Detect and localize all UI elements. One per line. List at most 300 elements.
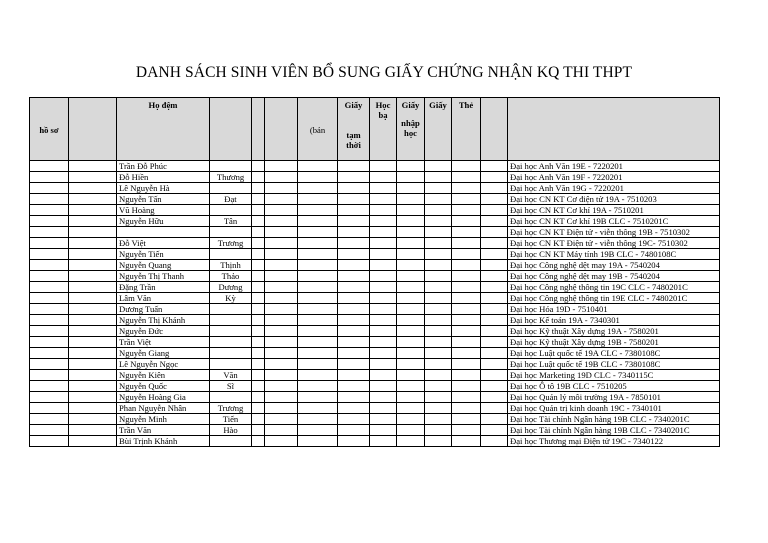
cell-empty: [425, 282, 452, 293]
cell-empty: [265, 205, 298, 216]
cell-empty: [397, 403, 425, 414]
cell-empty: [69, 183, 117, 194]
cell-empty: [481, 414, 508, 425]
cell-empty: [425, 315, 452, 326]
cell-empty: [298, 326, 338, 337]
cell-ten: Tiến: [210, 414, 252, 425]
cell-empty: [69, 359, 117, 370]
cell-empty: [481, 304, 508, 315]
cell-empty: [397, 326, 425, 337]
cell-lop: Đại học Quản trị kinh doanh 19C - 7340101: [508, 403, 720, 414]
cell-empty: [265, 183, 298, 194]
cell-empty: [338, 381, 370, 392]
cell-ten: Hào: [210, 425, 252, 436]
cell-empty: [69, 425, 117, 436]
cell-empty: [265, 238, 298, 249]
cell-empty: [30, 436, 69, 447]
cell-empty: [370, 337, 397, 348]
cell-empty: [298, 216, 338, 227]
cell-empty: [338, 238, 370, 249]
cell-empty: [370, 370, 397, 381]
cell-empty: [252, 172, 265, 183]
cell-empty: [370, 172, 397, 183]
cell-ten: [210, 326, 252, 337]
document-title: DANH SÁCH SINH VIÊN BỔ SUNG GIẤY CHỨNG NHẬN KQ THI THPT: [135, 64, 633, 81]
cell-empty: [252, 381, 265, 392]
cell-lop: Đại học CN KT Cơ điện tử 19A - 7510203: [508, 194, 720, 205]
cell-empty: [481, 194, 508, 205]
cell-empty: [69, 194, 117, 205]
cell-empty: [69, 161, 117, 172]
cell-empty: [265, 392, 298, 403]
header-col4: [210, 98, 252, 161]
cell-empty: [452, 249, 481, 260]
table-row: [30, 216, 720, 227]
cell-empty: [452, 161, 481, 172]
cell-empty: [265, 216, 298, 227]
cell-empty: [252, 183, 265, 194]
cell-empty: [252, 348, 265, 359]
cell-lop: Đại học Anh Văn 19F - 7220201: [508, 172, 720, 183]
table-header: [30, 98, 720, 161]
cell-empty: [30, 282, 69, 293]
cell-empty: [69, 172, 117, 183]
cell-ten: Dương: [210, 282, 252, 293]
header-the-label: Thẻ: [458, 100, 474, 110]
cell-empty: [30, 216, 69, 227]
cell-empty: [397, 436, 425, 447]
cell-empty: [298, 392, 338, 403]
header-ho-dem-label: Họ đệm: [148, 100, 178, 110]
header-hoc-ba-label: Học bạ: [375, 100, 391, 120]
cell-empty: [370, 326, 397, 337]
cell-empty: [69, 348, 117, 359]
cell-ho-dem: Phan Nguyễn Nhân: [117, 403, 210, 414]
cell-ho-dem: Nguyễn Giang: [117, 348, 210, 359]
cell-empty: [30, 326, 69, 337]
cell-empty: [481, 282, 508, 293]
cell-empty: [30, 403, 69, 414]
cell-empty: [338, 403, 370, 414]
cell-empty: [425, 392, 452, 403]
cell-empty: [370, 359, 397, 370]
cell-empty: [338, 205, 370, 216]
cell-empty: [298, 315, 338, 326]
cell-empty: [298, 359, 338, 370]
table-row: [30, 260, 720, 271]
cell-lop: Đại học CN KT Máy tính 19B CLC - 7480108C: [508, 249, 720, 260]
cell-empty: [481, 315, 508, 326]
cell-empty: [452, 370, 481, 381]
header-giay-label: Giấy: [344, 100, 363, 110]
cell-lop: Đại học Anh Văn 19G - 7220201: [508, 183, 720, 194]
cell-empty: [30, 249, 69, 260]
cell-empty: [252, 315, 265, 326]
cell-empty: [425, 337, 452, 348]
cell-empty: [298, 304, 338, 315]
cell-ho-dem: Nguyễn Tấn: [117, 194, 210, 205]
cell-empty: [397, 216, 425, 227]
cell-lop: Đại học Kế toán 19A - 7340301: [508, 315, 720, 326]
cell-empty: [252, 227, 265, 238]
cell-ho-dem: Bùi Trịnh Khánh: [117, 436, 210, 447]
cell-empty: [425, 414, 452, 425]
cell-empty: [452, 238, 481, 249]
cell-empty: [265, 414, 298, 425]
cell-empty: [252, 414, 265, 425]
cell-ten: Sĩ: [210, 381, 252, 392]
cell-empty: [69, 282, 117, 293]
cell-empty: [338, 260, 370, 271]
cell-empty: [370, 161, 397, 172]
table-row: [30, 238, 720, 249]
cell-empty: [452, 359, 481, 370]
cell-empty: [30, 315, 69, 326]
cell-empty: [252, 205, 265, 216]
cell-empty: [425, 172, 452, 183]
cell-empty: [338, 326, 370, 337]
header-ho-so: [30, 98, 69, 161]
cell-empty: [452, 216, 481, 227]
cell-ho-dem: Trần Việt: [117, 337, 210, 348]
cell-empty: [397, 337, 425, 348]
cell-empty: [452, 260, 481, 271]
cell-empty: [397, 392, 425, 403]
cell-ho-dem: Nguyễn Kiên: [117, 370, 210, 381]
cell-empty: [30, 238, 69, 249]
cell-empty: [452, 293, 481, 304]
cell-empty: [370, 271, 397, 282]
cell-empty: [452, 348, 481, 359]
cell-empty: [30, 425, 69, 436]
table-row: [30, 315, 720, 326]
cell-empty: [298, 425, 338, 436]
cell-empty: [298, 337, 338, 348]
cell-empty: [370, 304, 397, 315]
cell-empty: [370, 227, 397, 238]
cell-empty: [265, 359, 298, 370]
cell-empty: [298, 403, 338, 414]
cell-empty: [252, 238, 265, 249]
cell-empty: [298, 205, 338, 216]
cell-lop: Đại học Kỹ thuật Xây dựng 19A - 7580201: [508, 326, 720, 337]
table-row: [30, 161, 720, 172]
cell-empty: [397, 172, 425, 183]
cell-ho-dem: Vũ Hoàng: [117, 205, 210, 216]
cell-empty: [425, 183, 452, 194]
cell-empty: [370, 238, 397, 249]
cell-empty: [30, 304, 69, 315]
cell-empty: [370, 216, 397, 227]
cell-empty: [298, 238, 338, 249]
cell-empty: [397, 315, 425, 326]
cell-empty: [481, 337, 508, 348]
cell-ten: Thương: [210, 172, 252, 183]
header-giay3: [425, 98, 452, 161]
header-nhap-hoc-label: nhập học: [401, 118, 420, 138]
table-row: [30, 304, 720, 315]
cell-empty: [397, 249, 425, 260]
header-ban: [298, 98, 338, 161]
cell-ten: [210, 315, 252, 326]
cell-ten: [210, 337, 252, 348]
cell-empty: [370, 425, 397, 436]
header-col14: [508, 98, 720, 161]
cell-empty: [425, 436, 452, 447]
cell-empty: [69, 381, 117, 392]
cell-empty: [425, 260, 452, 271]
cell-empty: [397, 183, 425, 194]
cell-empty: [397, 271, 425, 282]
cell-empty: [452, 425, 481, 436]
table-row: [30, 293, 720, 304]
cell-empty: [370, 315, 397, 326]
cell-empty: [481, 436, 508, 447]
cell-ten: Đạt: [210, 194, 252, 205]
table-body: [30, 161, 720, 447]
cell-empty: [425, 304, 452, 315]
cell-empty: [338, 293, 370, 304]
cell-empty: [69, 326, 117, 337]
cell-ho-dem: Dương Tuấn: [117, 304, 210, 315]
cell-empty: [265, 403, 298, 414]
cell-lop: Đại học Ô tô 19B CLC - 7510205: [508, 381, 720, 392]
cell-empty: [425, 359, 452, 370]
cell-empty: [425, 238, 452, 249]
cell-ten: Thịnh: [210, 260, 252, 271]
cell-empty: [252, 359, 265, 370]
table-row: [30, 436, 720, 447]
cell-empty: [425, 293, 452, 304]
cell-empty: [338, 172, 370, 183]
cell-empty: [338, 304, 370, 315]
cell-empty: [481, 183, 508, 194]
cell-empty: [481, 260, 508, 271]
cell-ho-dem: Nguyễn Đức: [117, 326, 210, 337]
cell-empty: [481, 326, 508, 337]
header-tam-thoi-label: tạm thời: [346, 130, 361, 150]
cell-empty: [69, 271, 117, 282]
cell-empty: [452, 436, 481, 447]
cell-empty: [425, 425, 452, 436]
cell-empty: [298, 249, 338, 260]
header-ho-dem: [117, 98, 210, 161]
cell-empty: [69, 304, 117, 315]
cell-empty: [69, 403, 117, 414]
cell-empty: [425, 403, 452, 414]
table-row: [30, 183, 720, 194]
cell-empty: [30, 348, 69, 359]
cell-empty: [397, 293, 425, 304]
cell-empty: [252, 249, 265, 260]
cell-empty: [69, 315, 117, 326]
table-row: [30, 172, 720, 183]
cell-empty: [252, 293, 265, 304]
cell-empty: [481, 392, 508, 403]
cell-lop: Đại học Kỹ thuật Xây dựng 19B - 7580201: [508, 337, 720, 348]
cell-empty: [452, 315, 481, 326]
cell-ten: [210, 304, 252, 315]
cell-empty: [397, 304, 425, 315]
cell-empty: [452, 392, 481, 403]
cell-empty: [265, 172, 298, 183]
cell-empty: [30, 370, 69, 381]
cell-ho-dem: Nguyễn Minh: [117, 414, 210, 425]
cell-empty: [452, 326, 481, 337]
cell-empty: [338, 282, 370, 293]
table-row: [30, 337, 720, 348]
cell-empty: [30, 205, 69, 216]
cell-empty: [338, 414, 370, 425]
cell-empty: [425, 194, 452, 205]
table-row: [30, 326, 720, 337]
table-row: [30, 359, 720, 370]
cell-empty: [69, 436, 117, 447]
cell-empty: [298, 293, 338, 304]
cell-empty: [397, 282, 425, 293]
cell-ho-dem: [117, 227, 210, 238]
cell-empty: [265, 304, 298, 315]
cell-empty: [452, 183, 481, 194]
cell-empty: [452, 414, 481, 425]
cell-empty: [397, 161, 425, 172]
cell-lop: Đại học Tài chính Ngân hàng 19B CLC - 7340201C: [508, 414, 720, 425]
cell-empty: [265, 326, 298, 337]
cell-empty: [370, 249, 397, 260]
cell-empty: [69, 392, 117, 403]
header-giay-nhap-hoc: [397, 98, 425, 161]
cell-empty: [338, 216, 370, 227]
cell-empty: [481, 271, 508, 282]
cell-empty: [298, 414, 338, 425]
cell-lop: Đại học Quản lý môi trường 19A - 7850101: [508, 392, 720, 403]
cell-empty: [30, 337, 69, 348]
cell-empty: [452, 227, 481, 238]
cell-empty: [69, 414, 117, 425]
cell-empty: [298, 183, 338, 194]
table-row: [30, 282, 720, 293]
cell-empty: [265, 337, 298, 348]
header-ban-label: (bản: [309, 125, 326, 135]
cell-empty: [338, 348, 370, 359]
cell-empty: [265, 381, 298, 392]
cell-empty: [425, 348, 452, 359]
cell-empty: [452, 172, 481, 183]
cell-empty: [69, 238, 117, 249]
table-row: [30, 381, 720, 392]
cell-empty: [30, 359, 69, 370]
cell-lop: Đại học Công nghệ thông tin 19C CLC - 7480201C: [508, 282, 720, 293]
header-col6: [265, 98, 298, 161]
cell-empty: [481, 425, 508, 436]
student-table: [29, 97, 720, 447]
header-giay2-label: Giấy: [401, 100, 420, 110]
cell-lop: Đại học Luật quốc tế 19A CLC - 7380108C: [508, 348, 720, 359]
cell-empty: [338, 425, 370, 436]
cell-ho-dem: Nguyễn Quốc: [117, 381, 210, 392]
header-the: [452, 98, 481, 161]
cell-empty: [265, 436, 298, 447]
cell-empty: [370, 403, 397, 414]
cell-empty: [481, 249, 508, 260]
cell-empty: [397, 260, 425, 271]
cell-empty: [338, 194, 370, 205]
header-col2: [69, 98, 117, 161]
header-col5: [252, 98, 265, 161]
cell-empty: [69, 260, 117, 271]
cell-empty: [30, 194, 69, 205]
cell-empty: [265, 194, 298, 205]
cell-empty: [452, 403, 481, 414]
cell-empty: [397, 414, 425, 425]
cell-ten: Văn: [210, 370, 252, 381]
cell-lop: Đại học Tài chính Ngân hàng 19B CLC - 7340201C: [508, 425, 720, 436]
cell-ten: [210, 348, 252, 359]
cell-ho-dem: Đặng Trần: [117, 282, 210, 293]
cell-empty: [252, 436, 265, 447]
cell-empty: [338, 436, 370, 447]
cell-empty: [252, 326, 265, 337]
cell-empty: [338, 315, 370, 326]
cell-empty: [298, 282, 338, 293]
cell-ho-dem: Lê Nguyễn Ngọc: [117, 359, 210, 370]
cell-ho-dem: Lâm Văn: [117, 293, 210, 304]
cell-empty: [69, 370, 117, 381]
cell-empty: [298, 381, 338, 392]
cell-empty: [397, 359, 425, 370]
cell-ho-dem: Đỗ Hiền: [117, 172, 210, 183]
cell-empty: [30, 183, 69, 194]
header-giay3-label: Giấy: [429, 100, 447, 110]
cell-empty: [265, 315, 298, 326]
cell-lop: Đại học CN KT Cơ khí 19A - 7510201: [508, 205, 720, 216]
cell-empty: [69, 293, 117, 304]
cell-lop: Đại học CN KT Điện tử - viễn thông 19B - 7510302: [508, 227, 720, 238]
cell-lop: Đại học Công nghệ thông tin 19E CLC - 7480201C: [508, 293, 720, 304]
cell-empty: [397, 238, 425, 249]
cell-empty: [481, 161, 508, 172]
cell-empty: [30, 381, 69, 392]
table-row: [30, 249, 720, 260]
table-row: [30, 271, 720, 282]
cell-empty: [298, 194, 338, 205]
cell-empty: [338, 337, 370, 348]
cell-empty: [481, 238, 508, 249]
cell-empty: [252, 337, 265, 348]
cell-empty: [30, 227, 69, 238]
table-row: [30, 414, 720, 425]
cell-empty: [481, 227, 508, 238]
cell-empty: [370, 282, 397, 293]
cell-lop: Đại học Thương mại Điện tử 19C - 7340122: [508, 436, 720, 447]
cell-empty: [265, 227, 298, 238]
cell-empty: [425, 205, 452, 216]
cell-empty: [265, 249, 298, 260]
cell-empty: [425, 381, 452, 392]
cell-empty: [370, 436, 397, 447]
cell-empty: [370, 381, 397, 392]
cell-lop: Đại học Hóa 19D - 7510401: [508, 304, 720, 315]
cell-empty: [425, 161, 452, 172]
cell-empty: [252, 194, 265, 205]
header-hoc-ba: [370, 98, 397, 161]
cell-ten: [210, 183, 252, 194]
cell-ho-dem: Nguyễn Thị Khánh: [117, 315, 210, 326]
cell-ten: Thảo: [210, 271, 252, 282]
cell-empty: [265, 293, 298, 304]
cell-empty: [397, 205, 425, 216]
cell-empty: [452, 205, 481, 216]
